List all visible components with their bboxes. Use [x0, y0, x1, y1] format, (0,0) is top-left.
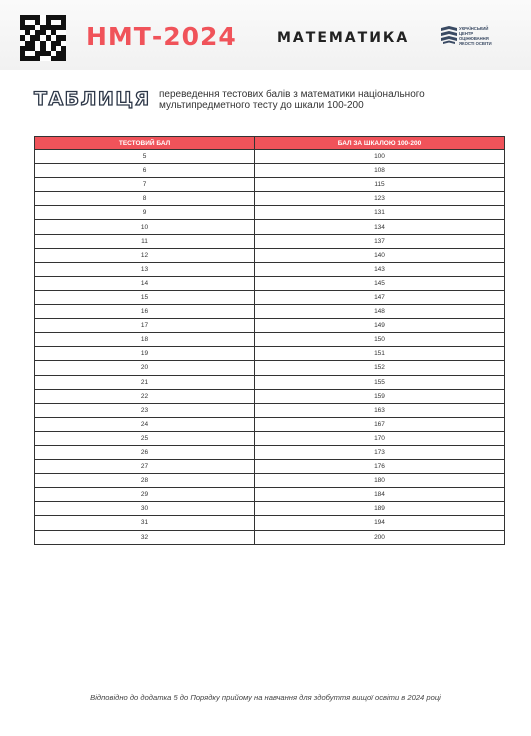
test-score-cell: 9	[35, 206, 255, 220]
scaled-score-cell: 200	[255, 530, 505, 544]
test-score-cell: 28	[35, 474, 255, 488]
score-conversion-table	[34, 136, 505, 545]
logo-mark-icon	[440, 25, 458, 47]
table-heading: ТАБЛИЦЯ	[34, 88, 151, 110]
table-row	[35, 389, 505, 403]
scaled-score-cell: 123	[255, 192, 505, 206]
logo-line: ЯКОСТІ ОСВІТИ	[459, 41, 492, 46]
table-row	[35, 516, 505, 530]
test-score-cell: 18	[35, 333, 255, 347]
table-row	[35, 164, 505, 178]
scaled-score-cell: 108	[255, 164, 505, 178]
test-score-cell: 13	[35, 262, 255, 276]
table-row	[35, 290, 505, 304]
logo-line: УКРАЇНСЬКИЙ	[459, 26, 489, 31]
table-row	[35, 474, 505, 488]
table-row	[35, 445, 505, 459]
test-score-cell: 21	[35, 375, 255, 389]
test-score-cell: 29	[35, 488, 255, 502]
test-score-cell: 16	[35, 305, 255, 319]
table-row	[35, 276, 505, 290]
scaled-score-cell: 150	[255, 333, 505, 347]
scaled-score-cell: 194	[255, 516, 505, 530]
scaled-score-cell: 173	[255, 445, 505, 459]
test-score-cell: 23	[35, 403, 255, 417]
page-title: НМТ-2024	[86, 22, 237, 51]
table-row	[35, 248, 505, 262]
scaled-score-cell: 147	[255, 290, 505, 304]
table-row	[35, 192, 505, 206]
table-row	[35, 234, 505, 248]
page-header	[0, 0, 531, 70]
test-score-cell: 24	[35, 417, 255, 431]
scaled-score-cell: 167	[255, 417, 505, 431]
scaled-score-cell: 145	[255, 276, 505, 290]
qr-code-icon	[20, 15, 66, 61]
scaled-score-cell: 134	[255, 220, 505, 234]
column-header-scaled-score: БАЛ ЗА ШКАЛОЮ 100-200	[255, 137, 505, 150]
scaled-score-cell: 155	[255, 375, 505, 389]
table-row	[35, 431, 505, 445]
subject-label: МАТЕМАТИКА	[277, 30, 410, 46]
scaled-score-cell: 115	[255, 178, 505, 192]
test-score-cell: 8	[35, 192, 255, 206]
test-score-cell: 27	[35, 460, 255, 474]
table-row	[35, 417, 505, 431]
scaled-score-cell: 170	[255, 431, 505, 445]
table-row	[35, 206, 505, 220]
test-score-cell: 17	[35, 319, 255, 333]
logo-text	[459, 26, 519, 46]
scaled-score-cell: 189	[255, 502, 505, 516]
test-score-cell: 11	[35, 234, 255, 248]
table-row	[35, 220, 505, 234]
table-row	[35, 150, 505, 164]
test-score-cell: 5	[35, 150, 255, 164]
test-score-cell: 12	[35, 248, 255, 262]
table-row	[35, 375, 505, 389]
table-row	[35, 333, 505, 347]
scaled-score-cell: 163	[255, 403, 505, 417]
table-row	[35, 262, 505, 276]
test-score-cell: 25	[35, 431, 255, 445]
scaled-score-cell: 152	[255, 361, 505, 375]
ucoyo-logo-icon	[440, 25, 520, 51]
scaled-score-cell: 176	[255, 460, 505, 474]
table-description: переведення тестових балів з математики національного мультипредметного тесту до шкали 100-200	[159, 89, 425, 111]
logo-line: ОЦІНЮВАННЯ	[459, 36, 489, 41]
table-row	[35, 305, 505, 319]
scaled-score-cell: 140	[255, 248, 505, 262]
table-row	[35, 361, 505, 375]
test-score-cell: 6	[35, 164, 255, 178]
scaled-score-cell: 151	[255, 347, 505, 361]
test-score-cell: 26	[35, 445, 255, 459]
scaled-score-cell: 180	[255, 474, 505, 488]
footnote: Відповідно до додатка 5 до Порядку прийому на навчання для здобуття вищої освіти в 2024 році	[90, 693, 441, 702]
test-score-cell: 31	[35, 516, 255, 530]
table-row	[35, 530, 505, 544]
table-header-row	[35, 137, 505, 150]
table-row	[35, 502, 505, 516]
scaled-score-cell: 131	[255, 206, 505, 220]
scaled-score-cell: 143	[255, 262, 505, 276]
test-score-cell: 14	[35, 276, 255, 290]
table-row	[35, 178, 505, 192]
column-header-test-score: ТЕСТОВИЙ БАЛ	[35, 137, 255, 150]
test-score-cell: 7	[35, 178, 255, 192]
table-row	[35, 488, 505, 502]
scaled-score-cell: 159	[255, 389, 505, 403]
table-body	[35, 150, 505, 545]
table-row	[35, 319, 505, 333]
scaled-score-cell: 137	[255, 234, 505, 248]
scaled-score-cell: 149	[255, 319, 505, 333]
table-row	[35, 403, 505, 417]
logo-line: ЦЕНТР	[459, 31, 474, 36]
test-score-cell: 22	[35, 389, 255, 403]
test-score-cell: 15	[35, 290, 255, 304]
test-score-cell: 19	[35, 347, 255, 361]
test-score-cell: 20	[35, 361, 255, 375]
table-row	[35, 460, 505, 474]
test-score-cell: 10	[35, 220, 255, 234]
test-score-cell: 30	[35, 502, 255, 516]
test-score-cell: 32	[35, 530, 255, 544]
scaled-score-cell: 100	[255, 150, 505, 164]
scaled-score-cell: 148	[255, 305, 505, 319]
table-row	[35, 347, 505, 361]
scaled-score-cell: 184	[255, 488, 505, 502]
